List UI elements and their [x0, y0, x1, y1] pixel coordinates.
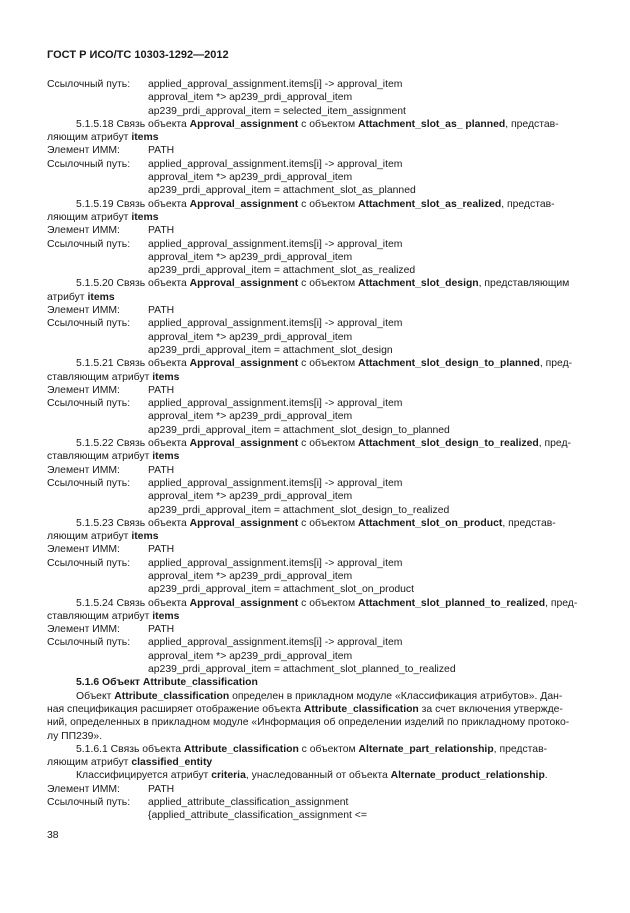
ref-path-line: approval_item *> ap239_prdi_approval_item — [148, 92, 353, 104]
section-heading-line2: ставляющим атрибут items — [47, 610, 180, 622]
element-label: Элемент ИММ: — [47, 544, 120, 556]
element-label: Элемент ИММ: — [47, 145, 120, 157]
ref-path-label: Ссылочный путь: — [47, 557, 131, 569]
element-value: PATH — [148, 225, 175, 237]
relationship-section — [47, 118, 583, 198]
section-heading: 5.1.5.23 Связь объекта Approval_assignment с объектом Attachment_slot_on_product, представ- — [76, 517, 556, 529]
element-value: PATH — [148, 624, 175, 636]
section-heading-line2: ляющим атрибут classified_entity — [47, 757, 213, 769]
ref-path-line: approval_item *> ap239_prdi_approval_item — [148, 491, 353, 503]
relationship-section — [47, 277, 583, 357]
ref-path-line: ap239_prdi_approval_item = attachment_slot_as_planned — [148, 185, 416, 197]
section-heading: 5.1.6 Объект Attribute_classification — [76, 677, 258, 689]
section-heading: 5.1.5.22 Связь объекта Approval_assignment с объектом Attachment_slot_design_to_realized, пред- — [76, 438, 571, 450]
section-heading: 5.1.5.21 Связь объекта Approval_assignment с объектом Attachment_slot_design_to_planned, пред- — [76, 358, 573, 370]
element-value: PATH — [148, 464, 175, 476]
ref-path-line: approval_item *> ap239_prdi_approval_item — [148, 331, 353, 343]
ref-path-line: applied_approval_assignment.items[i] -> approval_item — [148, 158, 403, 170]
ref-path-line: {applied_attribute_classification_assignment <= — [148, 810, 367, 822]
ref-path-line: ap239_prdi_approval_item = attachment_slot_on_product — [148, 584, 415, 596]
relationship-section — [47, 437, 583, 517]
element-value: PATH — [148, 384, 175, 396]
paragraph-line: лу ПП239». — [47, 730, 103, 742]
classification-note: Классифицируется атрибут criteria, унаследованный от объекта Alternate_product_relationship. — [76, 770, 548, 782]
ref-path-line: approval_item *> ap239_prdi_approval_item — [148, 172, 353, 184]
section-heading: 5.1.5.20 Связь объекта Approval_assignment с объектом Attachment_slot_design, представляющим — [76, 278, 570, 290]
ref-path-label: Ссылочный путь: — [47, 79, 131, 90]
ref-path-line: approval_item *> ap239_prdi_approval_item — [148, 650, 353, 662]
element-value: PATH — [148, 783, 175, 795]
ref-path-line: ap239_prdi_approval_item = attachment_slot_as_realized — [148, 265, 416, 277]
relationship-section — [47, 517, 583, 597]
document-header: ГОСТ Р ИСО/ТС 10303-1292—2012 — [47, 49, 229, 61]
element-label: Элемент ИММ: — [47, 384, 120, 396]
paragraph-line: ная спецификация расширяет отображение объекта Attribute_classification за счет включения утвержде- — [47, 703, 563, 715]
ref-path-line: approval_item *> ap239_prdi_approval_item — [148, 570, 353, 582]
ref-path-label: Ссылочный путь: — [47, 318, 131, 330]
section-heading-line2: ставляющим атрибут items — [47, 451, 180, 463]
element-label: Элемент ИММ: — [47, 624, 120, 636]
element-label: Элемент ИММ: — [47, 783, 120, 795]
ref-path-line: ap239_prdi_approval_item = attachment_slot_design_to_realized — [148, 504, 450, 516]
ref-path-line: ap239_prdi_approval_item = attachment_slot_planned_to_realized — [148, 664, 456, 676]
relationship-section — [47, 357, 583, 437]
page-number: 38 — [47, 830, 59, 841]
section-heading-line2: атрибут items — [47, 291, 115, 303]
element-label: Элемент ИММ: — [47, 464, 120, 476]
ref-path-line: applied_attribute_classification_assignment — [148, 797, 349, 809]
element-value: PATH — [148, 544, 175, 556]
ref-path-line: applied_approval_assignment.items[i] -> approval_item — [148, 637, 403, 649]
element-value: PATH — [148, 305, 175, 317]
ref-path-label: Ссылочный путь: — [47, 238, 131, 250]
section-heading: 5.1.5.19 Связь объекта Approval_assignment с объектом Attachment_slot_as_realized, представ- — [76, 198, 555, 210]
ref-path-line: ap239_prdi_approval_item = attachment_slot_design_to_planned — [148, 424, 450, 436]
section-heading: 5.1.6.1 Связь объекта Attribute_classification с объектом Alternate_part_relationship, представ- — [76, 743, 548, 755]
relationship-section — [47, 198, 583, 278]
ref-path-line: applied_approval_assignment.items[i] -> approval_item — [148, 238, 403, 250]
ref-path-label: Ссылочный путь: — [47, 797, 131, 809]
ref-path-line: ap239_prdi_approval_item = selected_item_assignment — [148, 105, 406, 117]
element-value: PATH — [148, 145, 175, 157]
document-body — [47, 78, 583, 823]
ref-path-label: Ссылочный путь: — [47, 158, 131, 170]
paragraph-line: ний, определенных в прикладном модуле «Информация об определении изделий по прикладному протоко- — [47, 717, 570, 729]
section-heading: 5.1.5.24 Связь объекта Approval_assignment с объектом Attachment_slot_planned_to_realized, пред- — [76, 597, 578, 609]
ref-path-line: approval_item *> ap239_prdi_approval_item — [148, 411, 353, 423]
ref-path-line: approval_item *> ap239_prdi_approval_item — [148, 251, 353, 263]
relationship-sections — [47, 118, 583, 676]
ref-path-line: applied_approval_assignment.items[i] -> approval_item — [148, 557, 403, 569]
section-heading-line2: ляющим атрибут items — [47, 531, 159, 543]
ref-path-line: applied_approval_assignment.items[i] -> approval_item — [148, 318, 403, 330]
ref-path-line: ap239_prdi_approval_item = attachment_slot_design — [148, 344, 393, 356]
ref-path-label: Ссылочный путь: — [47, 637, 131, 649]
section-5-1-6 — [47, 676, 583, 742]
relationship-section — [47, 597, 583, 677]
paragraph: Объект Attribute_classification определен в прикладном модуле «Классификация атрибутов». Дан- — [76, 690, 563, 702]
section-5-1-6-1 — [47, 743, 583, 823]
ref-path-label: Ссылочный путь: — [47, 398, 131, 410]
element-label: Элемент ИММ: — [47, 225, 120, 237]
section-heading-line2: ляющим атрибут items — [47, 132, 159, 144]
section-heading: 5.1.5.18 Связь объекта Approval_assignment с объектом Attachment_slot_as_ planned, представ- — [76, 118, 559, 130]
element-label: Элемент ИММ: — [47, 305, 120, 317]
ref-path-label: Ссылочный путь: — [47, 477, 131, 489]
section-heading-line2: ставляющим атрибут items — [47, 371, 180, 383]
ref-path-line: applied_approval_assignment.items[i] -> approval_item — [148, 79, 403, 90]
section-heading-line2: ляющим атрибут items — [47, 211, 159, 223]
intro-reference-path — [47, 78, 583, 118]
ref-path-line: applied_approval_assignment.items[i] -> approval_item — [148, 398, 403, 410]
ref-path-line: applied_approval_assignment.items[i] -> approval_item — [148, 477, 403, 489]
